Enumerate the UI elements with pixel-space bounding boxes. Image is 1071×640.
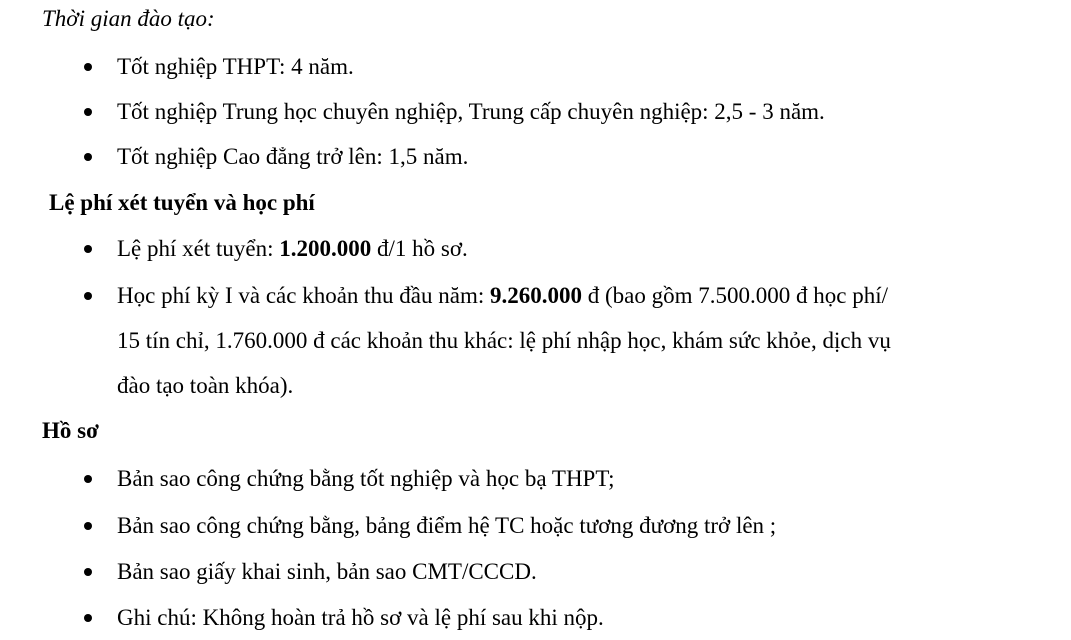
bullet-icon [84, 63, 92, 71]
bullet-icon [84, 108, 92, 116]
tuition-detail-line-3: đào tạo toàn khóa). [117, 373, 294, 398]
fee-amount: 1.200.000 [279, 236, 372, 261]
bullet-icon [84, 568, 92, 576]
document-item-note: Ghi chú: Không hoàn trả hồ sơ và lệ phí sau khi nộp. [117, 605, 604, 630]
document-item-birth-certificate: Bản sao giấy khai sinh, bản sao CMT/CCCD. [117, 559, 537, 584]
training-item-cao-dang: Tốt nghiệp Cao đẳng trở lên: 1,5 năm. [117, 144, 469, 169]
tuition-detail: đ (bao gồm 7.500.000 đ học phí/ [582, 283, 888, 308]
fee-label: Lệ phí xét tuyển: [117, 236, 280, 261]
documents-heading: Hồ sơ [42, 418, 99, 443]
document-item-diploma: Bản sao công chứng bằng tốt nghiệp và học bạ THPT; [117, 466, 615, 491]
bullet-icon [84, 522, 92, 530]
document-item-transcript: Bản sao công chứng bằng, bảng điểm hệ TC hoặc tương đương trở lên ; [117, 513, 777, 538]
fee-item-application [117, 234, 468, 264]
training-item-thpt: Tốt nghiệp THPT: 4 năm. [117, 54, 354, 79]
fee-unit: đ/1 hồ sơ. [371, 236, 468, 261]
bullet-icon [84, 614, 92, 622]
tuition-label: Học phí kỳ I và các khoản thu đầu năm: [117, 283, 490, 308]
training-item-trung-cap: Tốt nghiệp Trung học chuyên nghiệp, Trung cấp chuyên nghiệp: 2,5 - 3 năm. [117, 99, 825, 124]
tuition-detail-line-2: 15 tín chỉ, 1.760.000 đ các khoản thu khác: lệ phí nhập học, khám sức khỏe, dịch vụ [117, 328, 891, 353]
bullet-icon [84, 153, 92, 161]
tuition-amount: 9.260.000 [490, 283, 582, 308]
bullet-icon [84, 245, 92, 253]
fees-heading: Lệ phí xét tuyển và học phí [49, 190, 315, 215]
bullet-icon [84, 475, 92, 483]
bullet-icon [84, 292, 92, 300]
fee-item-tuition [117, 281, 888, 311]
training-time-heading: Thời gian đào tạo: [42, 6, 215, 31]
